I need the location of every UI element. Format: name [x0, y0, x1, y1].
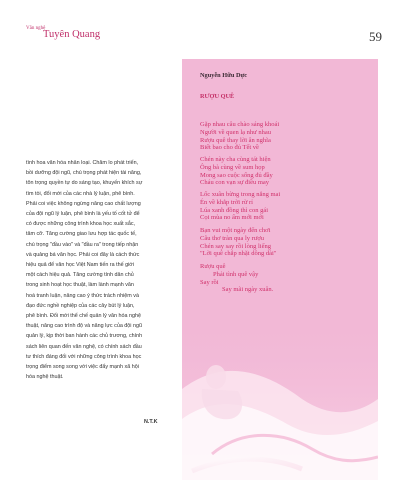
poem-line: Say rồi: [200, 278, 219, 286]
poem-line: Lúa xanh đồng thì con gái: [200, 206, 269, 214]
poem-line: Én về khắp trời rừ rỉ: [200, 198, 253, 206]
article-line: tôn trọng quyền tự do sáng tạo, khuyến khích sự: [26, 180, 143, 187]
poem-line: Biết bao cho đủ Tết về: [200, 144, 259, 152]
poem-line: Cọi mùa no ấm mới mới: [200, 214, 264, 222]
poem-stanza: [200, 191, 280, 222]
article-line: tư thích đáng đối với những công trình khoa học: [26, 353, 142, 360]
article-line: và quảng bá văn học. Phải coi đây là cách thức: [26, 251, 140, 258]
poem-line: Say mãi ngày xuân.: [222, 286, 274, 294]
page-number: 59: [369, 29, 382, 44]
article-line: bồi dưỡng đội ngũ, chú trọng phát hiện tài năng,: [26, 170, 142, 177]
article-line: tìm tòi, đổi mới của các nhà lý luận, phê bình.: [26, 190, 135, 197]
poem-line: Câu thơ tràn qua ly rượu: [200, 234, 265, 242]
article-line: tâm cỡ. Tăng cường giao lưu hợp tác quốc tế,: [26, 231, 137, 238]
poem-line: "Lời quê chắp nhặt dông dài": [200, 250, 277, 258]
article-line: hiệu quả để văn học Việt Nam tiến ra thế giới: [26, 262, 135, 269]
poem-line: Mong sao cuộc sống đủ đầy: [200, 171, 273, 179]
article-signature: N.T.K: [144, 419, 158, 425]
poem-line: Rượu quê thay lời ân nghĩa: [200, 136, 271, 144]
poem-line: Chén say say rồi lòng liếng: [200, 242, 271, 250]
poem-line: Gặp nhau câu chào sáng khoái: [200, 121, 280, 128]
poem-stanza: [200, 156, 273, 187]
logo-small-text: Văn nghệ: [26, 26, 46, 31]
article-line: Phải coi việc không ngừng nâng cao chất lượng: [26, 200, 141, 207]
poem-line: Ông bà cùng về sum họp: [200, 163, 265, 171]
poem-line: Chén này cha cùng tát hiện: [200, 156, 271, 163]
poem-author: Nguyễn Hữu Dực: [200, 72, 248, 79]
poem-line: Rượu quê: [200, 263, 226, 270]
poem-stanza: [200, 263, 273, 294]
poem-stanza: [200, 227, 276, 258]
article-line: trọng điểm song song với việc đẩy mạnh xã hội: [26, 364, 139, 371]
article-line: phê bình. Đổi mới thể chế quản lý văn hóa nghệ: [26, 313, 142, 320]
article-line: có được những công trình khoa học xuất sắc,: [26, 221, 136, 228]
article-line: quản lý, kịp thời ban hành các chủ trương, chính: [26, 333, 143, 340]
article-line: sách liên quan đến văn nghệ, có chính sách đầu: [26, 343, 142, 350]
article-line: trong sinh hoạt học thuật, làm lành mạnh văn: [26, 282, 134, 289]
poem-stanza: [200, 121, 279, 152]
article-text-column: [26, 158, 162, 382]
poem-line: Phải tình quê vậy: [213, 270, 259, 278]
poem-line: Lốc xuân bừng trong nắng mai: [200, 191, 281, 198]
article-line: hoá tranh luận, nâng cao ý thức trách nhiệm và: [26, 292, 139, 299]
article-line: hóa nghệ thuật.: [26, 374, 64, 381]
poem-title: RƯỢU QUÊ: [200, 93, 235, 100]
article-line: một cách hiệu quả. Tăng cường tính dân chủ: [26, 272, 134, 279]
article-line: đạo đức nghề nghiệp của các cây bút lý luận,: [26, 302, 135, 309]
article-line: của đội ngũ lý luận, phê bình là yếu tố cốt tử để: [26, 211, 140, 218]
article-line: chú trọng "đầu vào" và "đầu ra" trong tiếp nhận: [26, 241, 139, 248]
poem-line: Bạn vui một ngày đến chơi: [200, 227, 271, 234]
article-line: tình hoa văn hóa nhân loại. Chăm lo phát triển,: [26, 160, 139, 166]
poem-line: Người về quen lạ như nhau: [200, 128, 271, 136]
poem-panel: [182, 59, 378, 480]
poem-line: Cháu con vạn sự điều may: [200, 179, 270, 187]
article-line: thuật, nâng cao trình độ và năng lực của đội ngũ: [26, 323, 142, 330]
logo-title: Tuyên Quang: [43, 29, 101, 40]
